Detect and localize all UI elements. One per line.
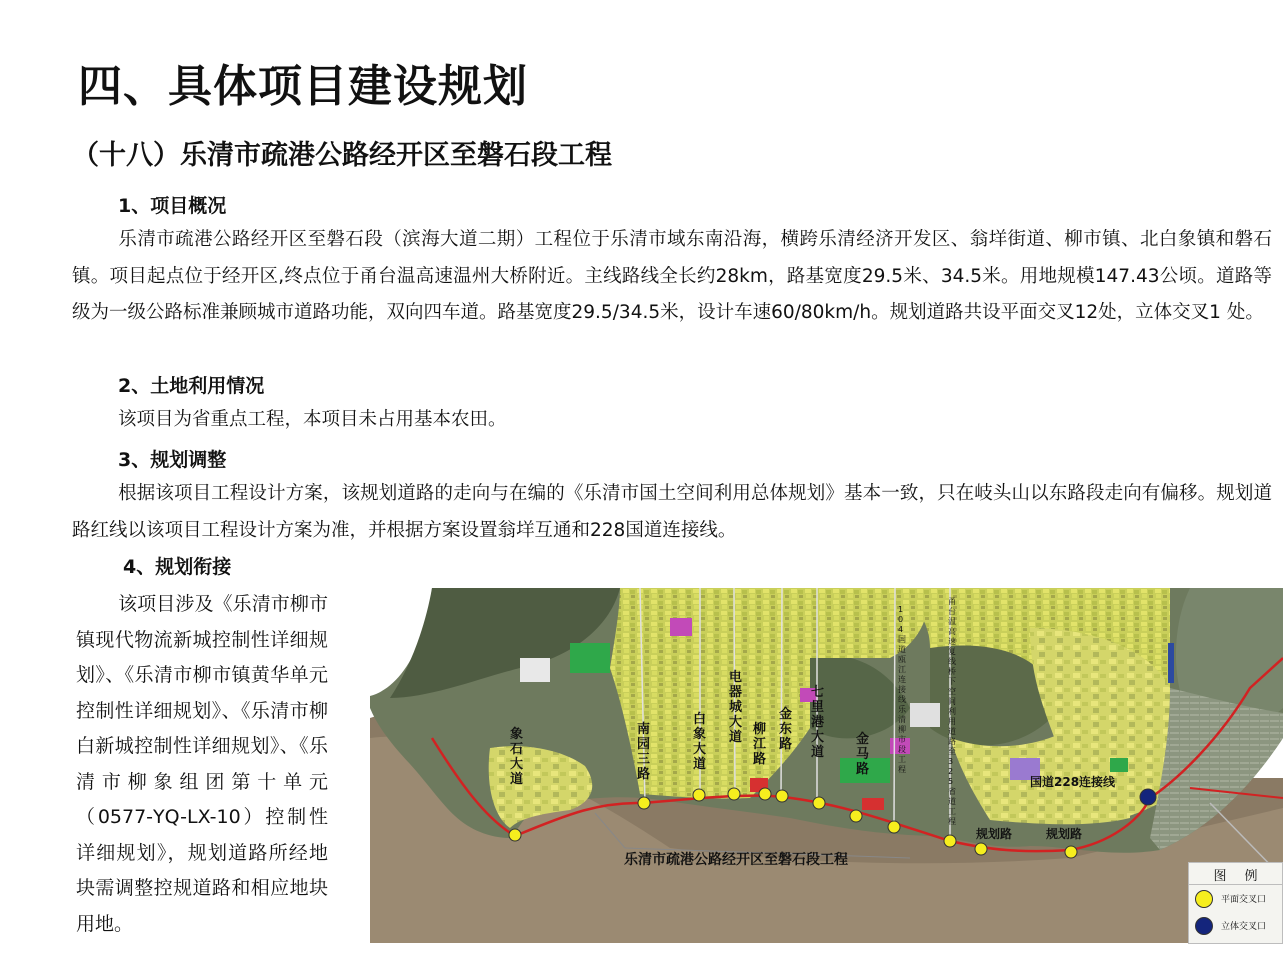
section-heading-overview: 1、项目概况 xyxy=(118,195,227,217)
road-label-qiligang: 七里港大道 xyxy=(811,685,825,760)
adjustment-text: 根据该项目工程设计方案，该规划道路的走向与在编的《乐清市国土空间利用总体规划》基本一致，只在岐头山以东路段走向有偏移。规划道路红线以该项目工程设计方案为准，并根据方案设置翁垟互通和228国道连接线。 xyxy=(72,483,1272,541)
coordination-text: 该项目涉及《乐清市柳市镇现代物流新城控制性详细规划》、《乐清市柳市镇黄华单元控制性详细规划》、《乐清市柳白新城控制性详细规划》、《乐清市柳象组团第十单元（0577-YQ-LX-10）控制性详细规划》，规划道路所经地块需调整控规道路和相应地块用地。 xyxy=(76,593,328,935)
road-label-plan-2: 规划路 xyxy=(1046,827,1083,841)
section-text-overview xyxy=(72,222,1272,332)
section-text-coordination xyxy=(76,587,328,942)
road-label-g228: 国道228连接线 xyxy=(1030,775,1116,789)
legend-item-at-grade xyxy=(1189,885,1282,912)
road-label-yongtaiwen: 甬台温高速复线桥下空间利用道路至 3 2 5 省道工程 xyxy=(948,597,956,826)
road-label-plan-1: 规划路 xyxy=(976,827,1013,841)
road-label-xiangshi: 象石大道 xyxy=(510,727,524,787)
section-text-land-use xyxy=(72,402,1272,439)
legend-label-at-grade: 平面交叉口 xyxy=(1221,895,1267,905)
page-title: 四、具体项目建设规划 xyxy=(78,61,528,112)
road-label-nanyuan: 南园三路 xyxy=(637,722,651,782)
section-heading-coordination: 4、规划衔接 xyxy=(123,556,232,578)
map-image xyxy=(370,588,1283,943)
legend-title: 图例 xyxy=(1189,865,1282,885)
project-map xyxy=(370,588,1283,943)
road-label-dianqicheng: 电器城大道 xyxy=(729,670,743,745)
section-text-adjustment xyxy=(72,476,1272,549)
yellow-dot-icon xyxy=(1195,890,1213,908)
road-label-baixiang: 白象大道 xyxy=(693,712,707,772)
navy-dot-icon xyxy=(1195,917,1213,935)
overview-text: 乐清市疏港公路经开区至磐石段（滨海大道二期）工程位于乐清市域东南沿海，横跨乐清经济开发区、翁垟街道、柳市镇、北白象镇和磐石镇。项目起点位于经开区,终点位于甬台温高速温州大桥附近。主线路线全长约28km，路基宽度29.5米、34.5米。用地规模147.43公顷。道路等级为一级公路标准兼顾城市道路功能，双向四车道。路基宽度29.5/34.5米，设计车速60/80km/h。规划道路共设平面交叉12处，立体交叉1 处。 xyxy=(72,229,1272,323)
map-legend xyxy=(1188,862,1283,944)
section-heading-land-use: 2、土地利用情况 xyxy=(118,375,265,397)
land-use-text: 该项目为省重点工程，本项目未占用基本农田。 xyxy=(118,409,507,430)
road-label-jinma: 金马路 xyxy=(856,732,870,777)
page-subtitle: （十八）乐清市疏港公路经开区至磐石段工程 xyxy=(72,140,612,171)
route-label: 乐清市疏港公路经开区至磐石段工程 xyxy=(624,852,848,868)
road-label-jindong: 金东路 xyxy=(779,707,793,752)
legend-label-interchange: 立体交叉口 xyxy=(1221,922,1267,932)
section-heading-adjustment: 3、规划调整 xyxy=(118,449,227,471)
legend-item-interchange xyxy=(1189,912,1282,939)
road-label-liujiang: 柳江路 xyxy=(753,722,767,767)
road-label-104: 1 0 4 国道瓯江连接线乐清柳市段工程 xyxy=(898,605,906,774)
